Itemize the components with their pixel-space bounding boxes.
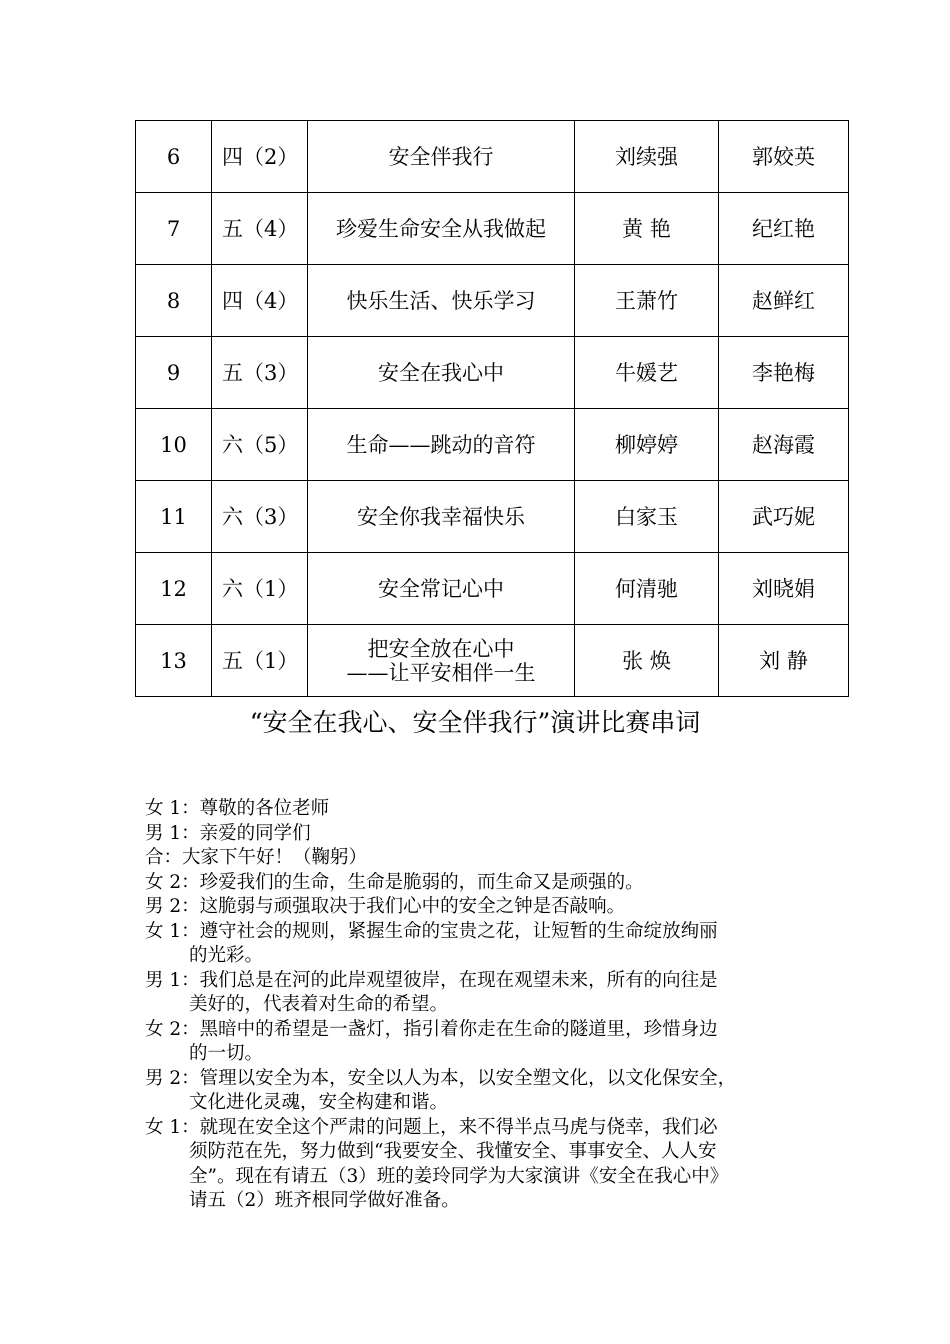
entry-number: 13 [136,625,212,697]
speech-roster-table [135,120,849,697]
class-name: 五（4） [212,193,308,265]
dialog-line [145,1018,810,1067]
speaker-name: 王萧竹 [575,265,719,337]
entry-number: 6 [136,121,212,193]
dialog-line [145,871,810,896]
entry-number: 11 [136,481,212,553]
speaker-name: 柳婷婷 [575,409,719,481]
entry-number: 8 [136,265,212,337]
speech-title [308,481,575,553]
dialog-speaker: 女 2： [145,871,200,893]
class-name: 四（4） [212,265,308,337]
dialog-speaker: 女 1： [145,920,200,942]
class-name: 五（1） [212,625,308,697]
dialog-speaker: 女 2： [145,1018,200,1040]
speech-title-line: 安全你我幸福快乐 [357,504,525,529]
dialog-text: 大家下午好！（鞠躬） [182,847,368,868]
dialog-text: 的光彩。 [189,945,264,966]
speech-title-line: ——让平安相伴一生 [346,660,536,685]
table-row [136,625,849,697]
table-row [136,553,849,625]
table-row [136,409,849,481]
speaker-name: 刘续强 [575,121,719,193]
entry-number: 9 [136,337,212,409]
dialog-text: 管理以安全为本，安全以人为本，以安全塑文化，以文化保安全， [199,1067,737,1089]
speech-title-line: 把安全放在心中 [367,636,515,661]
dialog-line [145,1067,810,1116]
speaker-name: 白家玉 [575,481,719,553]
dialog-line [145,822,810,847]
speech-title [308,625,575,697]
dialog-line [145,920,810,969]
dialog-text: 亲爱的同学们 [199,822,311,844]
dialog-line [145,895,810,920]
speaker-name: 张 焕 [575,625,719,697]
teacher-name: 武巧妮 [719,481,849,553]
dialog-speaker: 男 1： [145,969,200,991]
dialog-text: 请五（2）班齐根同学做好准备。 [189,1190,460,1211]
teacher-name: 李艳梅 [719,337,849,409]
speech-title-line: 生命——跳动的音符 [346,432,536,457]
dialog-text: 全”。现在有请五（3）班的姜玲同学为大家演讲《安全在我心中》 [189,1165,729,1187]
class-name: 六（5） [212,409,308,481]
dialog-text: 美好的，代表着对生命的希望。 [189,994,449,1015]
speech-title [308,121,575,193]
dialog-speaker: 男 2： [145,1067,200,1089]
dialog-text: 这脆弱与顽强取决于我们心中的安全之钟是否敲响。 [199,896,626,917]
speech-title-line: 安全常记心中 [378,576,504,601]
dialog-text: 黑暗中的希望是一盏灯，指引着你走在生命的隧道里，珍惜身边 [199,1018,718,1040]
speech-title-line: 珍爱生命安全从我做起 [336,216,546,241]
speech-title [308,337,575,409]
speaker-name: 黄 艳 [575,193,719,265]
dialog-line [145,969,810,1018]
entry-number: 12 [136,553,212,625]
teacher-name: 纪红艳 [719,193,849,265]
dialog-speaker: 合： [145,847,183,868]
table-row [136,193,849,265]
teacher-name: 刘 静 [719,625,849,697]
dialog-speaker: 男 1： [145,822,200,844]
entry-number: 7 [136,193,212,265]
speaker-name: 何清驰 [575,553,719,625]
speech-title-line: 安全在我心中 [378,360,504,385]
dialog-text: 珍爱我们的生命，生命是脆弱的，而生命又是顽强的。 [199,871,644,893]
table-row [136,265,849,337]
page-title: “安全在我心、安全伴我行”演讲比赛串词 [249,708,701,737]
speech-title-line: 安全伴我行 [388,144,494,169]
table-row [136,337,849,409]
dialog-text: 文化进化灵魂，安全构建和谐。 [189,1092,449,1113]
speech-title [308,265,575,337]
table-row [136,481,849,553]
class-name: 六（3） [212,481,308,553]
roster-body [136,121,849,697]
dialog-speaker: 女 1： [145,1116,200,1138]
dialog-speaker: 男 2： [145,896,200,917]
dialog-script [145,797,810,1214]
dialog-text: 遵守社会的规则，紧握生命的宝贵之花，让短暂的生命绽放绚丽 [199,920,718,942]
dialog-line [145,1116,810,1214]
teacher-name: 刘晓娟 [719,553,849,625]
teacher-name: 赵鲜红 [719,265,849,337]
dialog-text: 尊敬的各位老师 [199,798,330,819]
class-name: 六（1） [212,553,308,625]
dialog-line [145,846,810,871]
dialog-text: 须防范在先，努力做到“我要安全、我懂安全、事事安全、人人安 [189,1141,717,1162]
teacher-name: 赵海霞 [719,409,849,481]
speech-title [308,409,575,481]
class-name: 四（2） [212,121,308,193]
teacher-name: 郭姣英 [719,121,849,193]
speech-title-line: 快乐生活、快乐学习 [346,288,536,313]
class-name: 五（3） [212,337,308,409]
dialog-text: 的一切。 [189,1043,264,1064]
speaker-name: 牛媛艺 [575,337,719,409]
table-row [136,121,849,193]
entry-number: 10 [136,409,212,481]
speech-title [308,553,575,625]
dialog-speaker: 女 1： [145,798,200,819]
dialog-text: 就现在安全这个严肃的问题上，来不得半点马虎与侥幸，我们必 [199,1116,718,1138]
dialog-line [145,797,810,822]
dialog-text: 我们总是在河的此岸观望彼岸，在现在观望未来，所有的向往是 [199,969,718,991]
speech-title [308,193,575,265]
